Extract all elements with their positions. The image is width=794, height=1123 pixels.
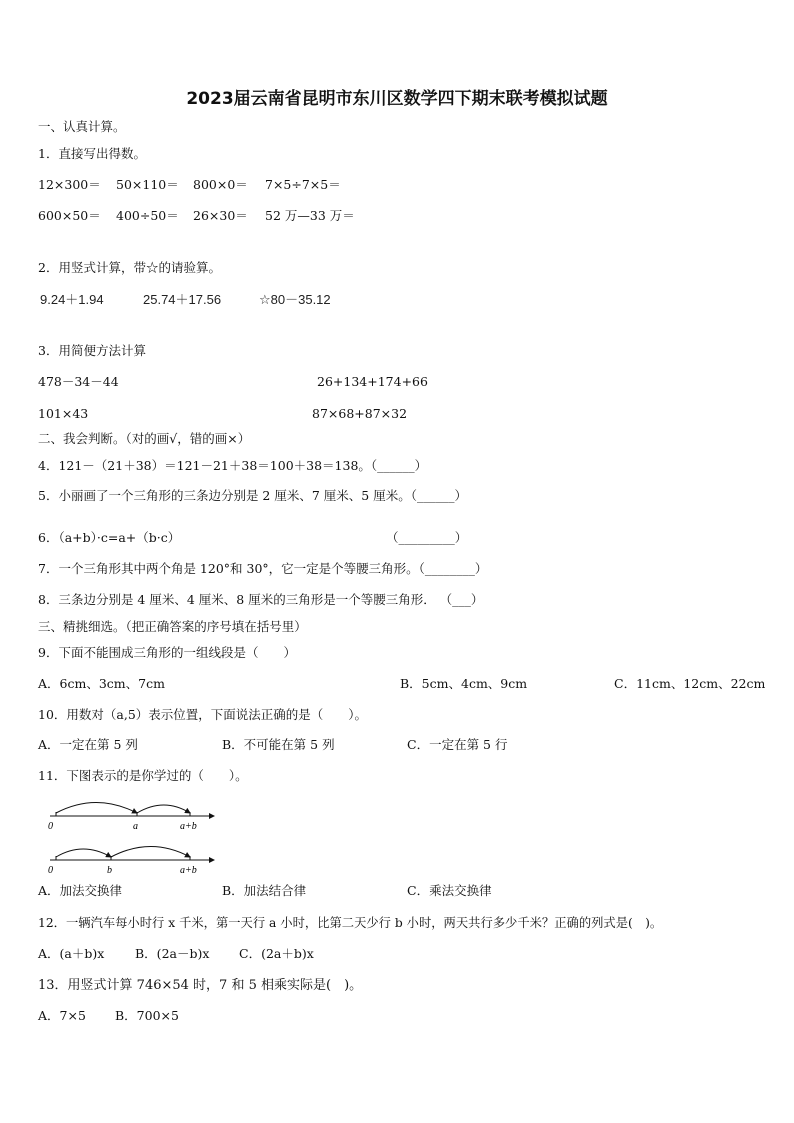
q3-item-1: 478－34－44 xyxy=(38,374,119,389)
section-1-heading: 一、认真计算。 xyxy=(38,119,126,134)
q1-stem: 1．直接写出得数。 xyxy=(38,146,146,161)
q2-item-3: ☆80－35.12 xyxy=(259,292,331,307)
q10-option-c: C．一定在第 5 行 xyxy=(407,737,508,752)
q3-item-2: 26+134+174+66 xyxy=(317,374,428,389)
jump-arc xyxy=(56,803,137,814)
q2-stem: 2．用竖式计算，带☆的请验算。 xyxy=(38,260,221,275)
number-line-diagram-2 xyxy=(36,835,226,875)
tick-label: a+b xyxy=(180,865,197,875)
q7: 7．一个三角形其中两个角是 120°和 30°，它一定是个等腰三角形。（________） xyxy=(38,561,488,576)
q2-item-1: 9.24＋1.94 xyxy=(40,292,104,307)
section-2-heading: 二、我会判断。（对的画√，错的画×） xyxy=(38,431,251,446)
q3-stem: 3．用简便方法计算 xyxy=(38,343,146,358)
tick-label: a+b xyxy=(180,821,197,831)
q11-option-a: A．加法交换律 xyxy=(38,883,123,898)
tick-label: 0 xyxy=(48,865,53,875)
q9-option-c: C．11cm、12cm、22cm xyxy=(614,676,766,691)
q5: 5．小丽画了一个三角形的三条边分别是 2 厘米、7 厘米、5 厘米。（______） xyxy=(38,488,467,503)
q13-stem: 13．用竖式计算 746×54 时，7 和 5 相乘实际是( )。 xyxy=(38,978,363,993)
q10-option-b: B．不可能在第 5 列 xyxy=(222,737,335,752)
q10-stem: 10．用数对（a,5）表示位置，下面说法正确的是（ ）。 xyxy=(38,707,368,722)
q12-option-b: B．(2a－b)x xyxy=(135,946,210,961)
tick-label: b xyxy=(107,865,112,875)
q1-r2-c1: 600×50＝ xyxy=(38,208,101,223)
tick-label: 0 xyxy=(48,821,53,831)
q11-stem: 11．下图表示的是你学过的（ ）。 xyxy=(38,768,248,783)
q3-item-3: 101×43 xyxy=(38,406,89,421)
q10-option-a: A．一定在第 5 列 xyxy=(38,737,138,752)
q4: 4．121－（21＋38）＝121－21＋38＝100＋38＝138。（______） xyxy=(38,458,428,473)
q9-option-a: A．6cm、3cm、7cm xyxy=(38,676,165,691)
q1-r1-c3: 800×0＝ xyxy=(193,177,248,192)
jump-arc xyxy=(56,849,111,857)
q1-r2-c4: 52 万—33 万＝ xyxy=(265,208,355,223)
q2-item-2: 25.74＋17.56 xyxy=(143,292,222,307)
q13-option-a: A．7×5 xyxy=(38,1008,86,1023)
q1-r1-c4: 7×5÷7×5＝ xyxy=(265,177,341,192)
q11-option-c: C．乘法交换律 xyxy=(407,883,492,898)
q9-option-b: B．5cm、4cm、9cm xyxy=(400,676,528,691)
q8: 8．三条边分别是 4 厘米、4 厘米、8 厘米的三角形是一个等腰三角形． （___） xyxy=(38,592,484,607)
q12-option-a: A．(a＋b)x xyxy=(38,946,105,961)
q1-r2-c3: 26×30＝ xyxy=(193,208,248,223)
q11-option-b: B．加法结合律 xyxy=(222,883,307,898)
number-line-diagram-1 xyxy=(36,791,226,831)
q9-stem: 9．下面不能围成三角形的一组线段是（ ） xyxy=(38,645,296,660)
jump-arc xyxy=(111,847,190,858)
q12-stem: 12．一辆汽车每小时行 x 千米，第一天行 a 小时，比第二天少行 b 小时，两天共行多少千米？正确的列式是( )。 xyxy=(38,916,663,930)
q12-option-c: C．(2a＋b)x xyxy=(239,946,314,961)
q13-option-b: B．700×5 xyxy=(115,1008,179,1023)
jump-arc xyxy=(137,805,190,813)
q1-r1-c2: 50×110＝ xyxy=(116,177,179,192)
tick-label: a xyxy=(133,821,138,831)
q6: 6．（a+b）·c=a+（b·c） xyxy=(38,530,181,545)
q3-item-4: 87×68+87×32 xyxy=(312,406,408,421)
q6-answer-blank: （_________） xyxy=(386,530,468,545)
section-3-heading: 三、精挑细选。（把正确答案的序号填在括号里） xyxy=(38,619,307,634)
q1-r2-c2: 400÷50＝ xyxy=(116,208,179,223)
q1-r1-c1: 12×300＝ xyxy=(38,177,101,192)
page-title: 2023届云南省昆明市东川区数学四下期末联考模拟试题 xyxy=(186,89,608,109)
